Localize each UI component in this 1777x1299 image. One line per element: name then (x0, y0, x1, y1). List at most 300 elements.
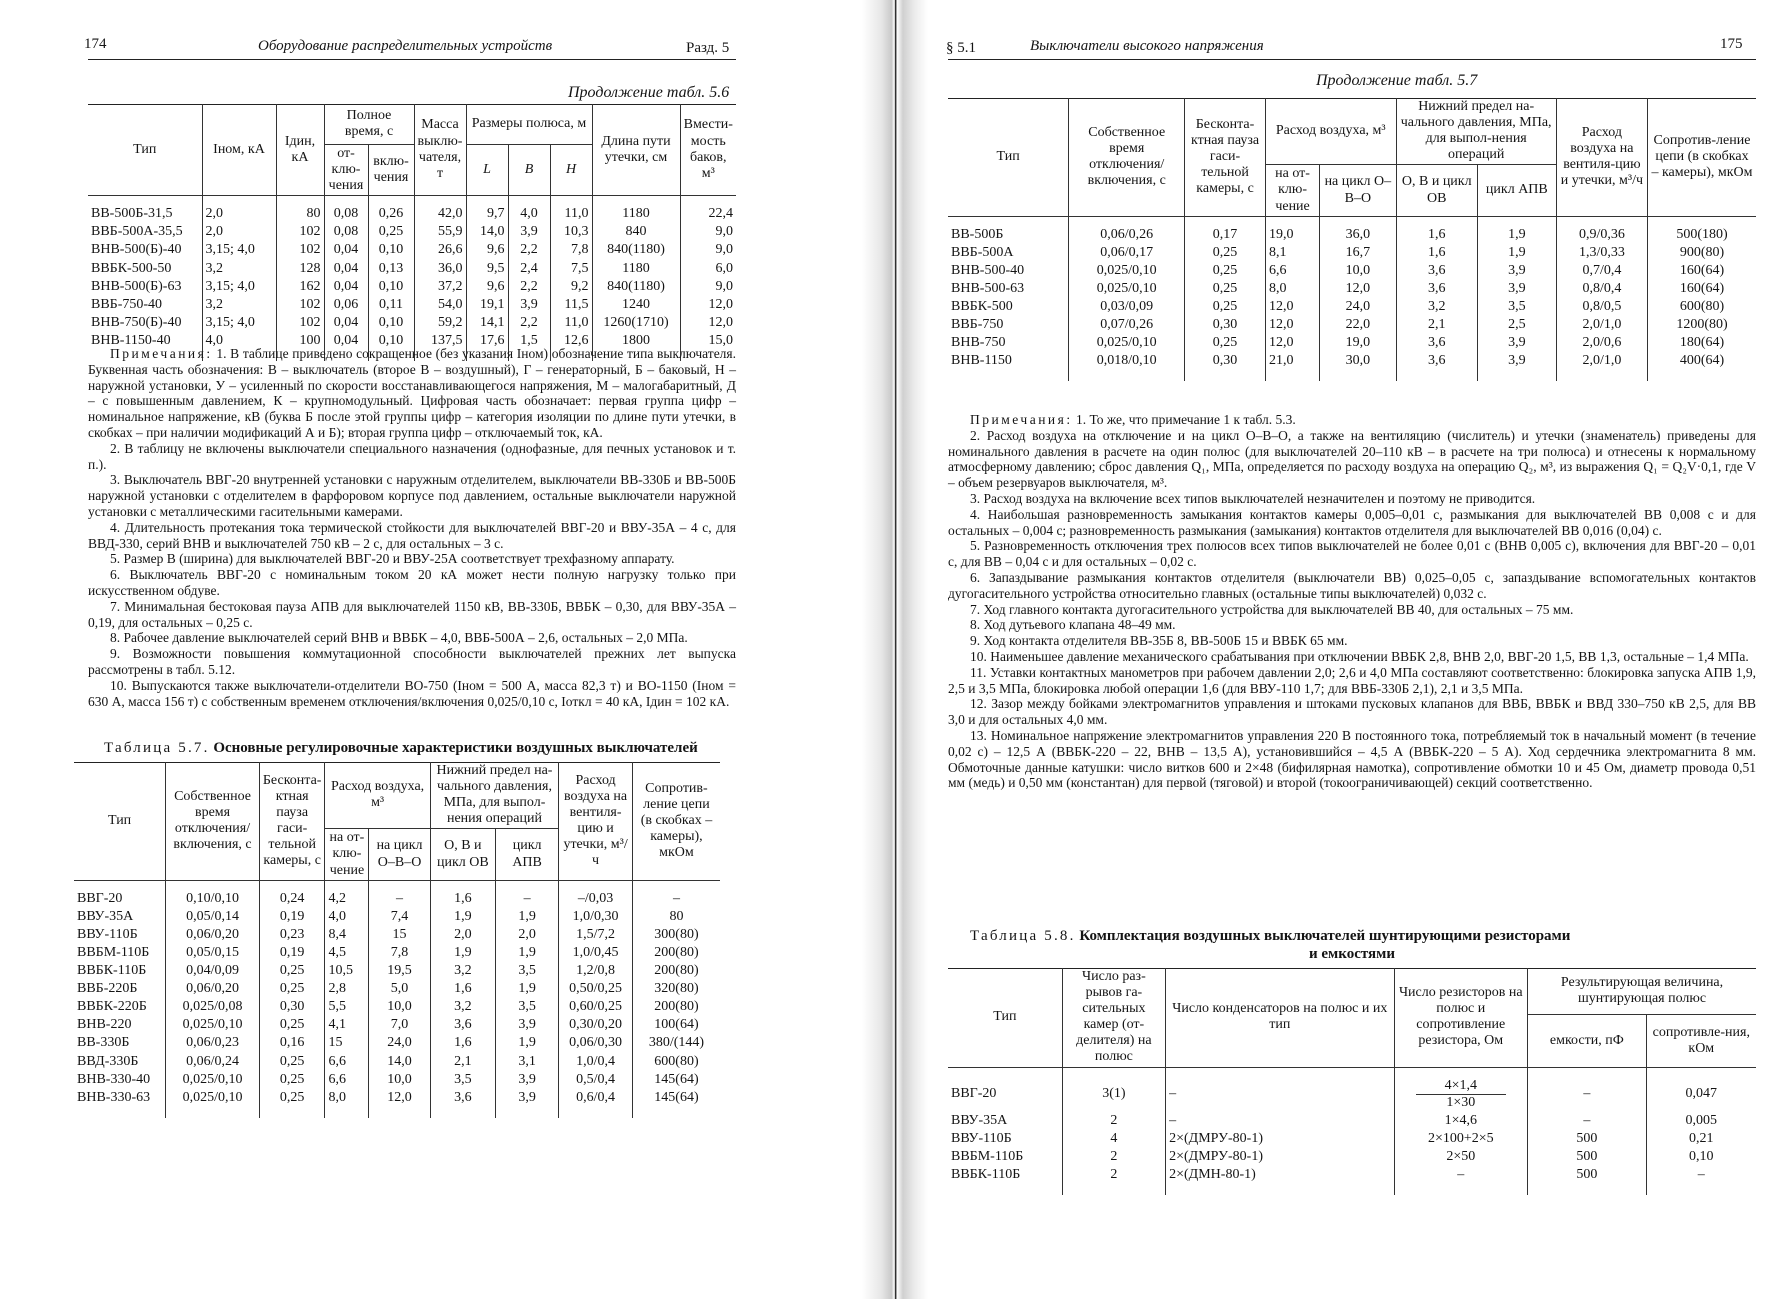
cell-b: 3,9 (508, 223, 550, 241)
cell-vent: 2,0/1,0 (1556, 352, 1647, 381)
cell-pause: 0,25 (1185, 334, 1266, 352)
cell-p-ob: 3,5 (430, 1071, 495, 1089)
col-header-type: Тип (74, 762, 166, 880)
cell-mass: 137,5 (414, 332, 466, 361)
cell-leak: 840(1180) (592, 241, 680, 259)
cell-type: ВВБ-220Б (74, 980, 166, 998)
cell-own-time: 0,10/0,10 (166, 880, 260, 908)
cell-h: 7,5 (550, 260, 592, 278)
note-item: 5. Размер B (ширина) для выключателей ВВГ-20 и ВВУ-25А соответствует трехфазному аппарату. (110, 551, 675, 567)
cell-pause: 0,25 (259, 980, 325, 998)
cell-air-cycle: 10,0 (1320, 262, 1396, 280)
cell-b: 3,9 (508, 296, 550, 314)
cell-air-off: 10,5 (325, 962, 369, 980)
cell-p-apv: 1,9 (495, 980, 558, 998)
cell-own-time: 0,05/0,14 (166, 908, 260, 926)
cell-own-time: 0,06/0,20 (166, 980, 260, 998)
cell-type: ВВБ-750 (948, 316, 1069, 334)
cell-idin: 100 (276, 332, 324, 361)
cell-type: ВНВ-750 (948, 334, 1069, 352)
cell-on: 0,10 (368, 278, 414, 296)
cell-vent: 1,0/0,45 (559, 944, 633, 962)
cell-air-cycle: 24,0 (1320, 298, 1396, 316)
cell-pause: 0,25 (1185, 262, 1266, 280)
cell-air-cycle: 16,7 (1320, 244, 1396, 262)
cell-air-cycle: 36,0 (1320, 216, 1396, 244)
cell-breaks: 2 (1062, 1112, 1165, 1130)
resistor-bottom: 1×30 (1446, 1094, 1476, 1110)
cell-air-off: 19,0 (1265, 216, 1319, 244)
cell-type: ВНВ-330-63 (74, 1089, 166, 1118)
table-continuation-label: Продолжение табл. 5.6 (568, 84, 730, 101)
cell-p-apv: 3,9 (1477, 352, 1556, 381)
cell-off: 0,06 (324, 296, 368, 314)
table-row (948, 352, 1756, 381)
cell-p-ob: 1,6 (1396, 244, 1477, 262)
col-header-caps: Число конденсаторов на полюс и их тип (1166, 968, 1394, 1067)
table-row (74, 980, 720, 998)
cell-pause: 0,25 (1185, 298, 1266, 316)
cell-pause: 0,16 (259, 1034, 325, 1052)
col-header-inom: Iном, кА (202, 104, 276, 196)
cell-air-off: 15 (325, 1034, 369, 1052)
cell-own-time: 0,07/0,26 (1069, 316, 1185, 334)
cell-resist: 200(80) (632, 998, 720, 1016)
table-row (74, 962, 720, 980)
cell-air-off: 5,5 (325, 998, 369, 1016)
table-row (948, 280, 1756, 298)
cell-type: ВВБ-500А-35,5 (88, 223, 202, 241)
cell-resist: 600(80) (632, 1053, 720, 1071)
note-item: 10. Наименьшее давление механического срабатывания при отключении ВВБК 2,8, ВНВ 2,0, ВВГ-20 1,5, ВВ 1,3, остальные – 1,4 МПа. (970, 648, 1749, 664)
cell-p-apv: 3,5 (495, 962, 558, 980)
cell-air-cycle: 19,0 (1320, 334, 1396, 352)
cell-resistors: 1×4,6 (1394, 1112, 1528, 1130)
cell-p-apv: 3,5 (1477, 298, 1556, 316)
cell-inom: 4,0 (202, 332, 276, 361)
cell-vent: 0,50/0,25 (559, 980, 633, 998)
cell-resistors: – (1394, 1166, 1528, 1195)
cell-p-ob: 1,6 (430, 980, 495, 998)
cell-on: 0,26 (368, 196, 414, 224)
note-item: 3. Выключатель ВВГ-20 внутренней установки с наружным отделителем, выключатели ВВ-330Б и ВВ-500Б наружной установки с отделителем в фарфоровом корпусе под давлением, остальные выключатели наружной установки с металлическими гасительными камерами. (88, 472, 736, 519)
cell-own-time: 0,025/0,08 (166, 998, 260, 1016)
col-header-vent: Расход воздуха на вентиля-цию и утечки, м³/ч (559, 762, 633, 880)
col-header-air-cycle: на цикл О–В–О (1320, 165, 1396, 216)
col-header-p-ob: О, В и цикл ОВ (430, 829, 495, 880)
cell-type: ВВБК-110Б (948, 1166, 1062, 1195)
cell-air-cycle: 12,0 (1320, 280, 1396, 298)
cell-air-off: 4,5 (325, 944, 369, 962)
col-header-p-apv: цикл АПВ (1477, 165, 1556, 216)
cell-off: 0,08 (324, 196, 368, 224)
cell-resistance: 0,047 (1646, 1067, 1756, 1112)
table-row (88, 260, 736, 278)
cell-resist: 180(64) (1647, 334, 1756, 352)
cell-vent: 0,06/0,30 (559, 1034, 633, 1052)
cell-air-cycle: 19,5 (369, 962, 430, 980)
cell-vent: 0,5/0,4 (559, 1071, 633, 1089)
cell-air-off: 12,0 (1265, 334, 1319, 352)
note-item: 11. Уставки контактных манометров при рабочем давлении 2,0; 2,6 и 4,0 МПа составляют соответственно: блокировка запуска АПВ 1,9, 2,5 и 3,5 МПа, блокировка любой операции 1,6 (для ВВУ-110 1,7; для ВВБ-330Б 2,1), 2,1 и 3,5 МПа. (948, 664, 1756, 696)
cell-type: ВНВ-220 (74, 1016, 166, 1034)
table-row (88, 223, 736, 241)
cell-off: 0,04 (324, 260, 368, 278)
cell-off: 0,04 (324, 241, 368, 259)
cell-inom: 2,0 (202, 196, 276, 224)
table-title: Основные регулировочные характеристики воздушных выключателей (213, 740, 698, 756)
table-row (948, 1148, 1756, 1166)
cell-p-ob: 1,6 (1396, 216, 1477, 244)
cell-pause: 0,25 (1185, 280, 1266, 298)
cell-inom: 3,15; 4,0 (202, 314, 276, 332)
cell-resistance: 0,10 (1646, 1148, 1756, 1166)
table-5-7-continued (948, 98, 1756, 381)
cell-capacity: – (1528, 1067, 1647, 1112)
cell-leak: 1180 (592, 260, 680, 278)
cell-leak: 840(1180) (592, 278, 680, 296)
cell-pause: 0,25 (259, 1053, 325, 1071)
cell-p-ob: 3,6 (1396, 352, 1477, 381)
cell-type: ВВБМ-110Б (948, 1148, 1062, 1166)
cell-off: 0,08 (324, 223, 368, 241)
cell-own-time: 0,025/0,10 (166, 1089, 260, 1118)
section-ref: Разд. 5 (686, 40, 730, 56)
cell-air-off: 4,2 (325, 880, 369, 908)
section-ref: § 5.1 (946, 40, 976, 56)
note-item: 2. В таблицу не включены выключатели специального назначения (однофазные, для печных установок и т. п.). (88, 440, 736, 472)
cell-resist: 160(64) (1647, 262, 1756, 280)
page-number: 175 (1720, 36, 1743, 52)
cell-type: ВВУ-35А (948, 1112, 1062, 1130)
cell-h: 9,2 (550, 278, 592, 296)
cell-capacity: 22,4 (680, 196, 736, 224)
header-rule (948, 59, 1756, 60)
cell-resist: 80 (632, 908, 720, 926)
cell-air-cycle: 5,0 (369, 980, 430, 998)
cell-inom: 2,0 (202, 223, 276, 241)
cell-type: ВВБК-500-50 (88, 260, 202, 278)
col-header-pmin: Нижний предел на-чального давления, МПа, для выпол-нения операций (430, 762, 559, 829)
header-rule (88, 59, 736, 60)
cell-air-off: 12,0 (1265, 298, 1319, 316)
cell-vent: 1,0/0,4 (559, 1053, 633, 1071)
col-header-capacity: Вмести-мость баков, м³ (680, 104, 736, 196)
cell-capacity: 9,0 (680, 223, 736, 241)
col-header-type: Тип (948, 98, 1069, 216)
cell-b: 2,4 (508, 260, 550, 278)
cell-resist: 400(64) (1647, 352, 1756, 381)
table-row (948, 1067, 1756, 1112)
table-row (948, 1112, 1756, 1130)
table-row (74, 944, 720, 962)
col-header-own-time: Собственное время отключения/ включения, с (1069, 98, 1185, 216)
cell-type: ВВУ-110Б (74, 926, 166, 944)
cell-p-ob: 1,9 (430, 908, 495, 926)
cell-air-off: 12,0 (1265, 316, 1319, 334)
cell-resistors: 2×100+2×5 (1394, 1130, 1528, 1148)
cell-p-ob: 1,9 (430, 944, 495, 962)
cell-resistors: 2×50 (1394, 1148, 1528, 1166)
cell-vent: 1,2/0,8 (559, 962, 633, 980)
cell-type: ВНВ-500-40 (948, 262, 1069, 280)
cell-p-apv: 1,9 (495, 944, 558, 962)
cell-air-off: 6,6 (325, 1053, 369, 1071)
col-header-on: вклю-чения (368, 145, 414, 196)
cell-on: 0,10 (368, 241, 414, 259)
table-row (948, 1166, 1756, 1195)
cell-resist: 380/(144) (632, 1034, 720, 1052)
cell-idin: 102 (276, 241, 324, 259)
table-row (948, 334, 1756, 352)
cell-pause: 0,19 (259, 944, 325, 962)
cell-air-cycle: 15 (369, 926, 430, 944)
cell-mass: 37,2 (414, 278, 466, 296)
cell-l: 19,1 (466, 296, 508, 314)
cell-p-ob: 3,2 (430, 962, 495, 980)
cell-idin: 102 (276, 223, 324, 241)
cell-air-off: 6,6 (1265, 262, 1319, 280)
cell-p-ob: 3,2 (430, 998, 495, 1016)
cell-own-time: 0,018/0,10 (1069, 352, 1185, 381)
cell-vent: 2,0/0,6 (1556, 334, 1647, 352)
cell-own-time: 0,06/0,23 (166, 1034, 260, 1052)
cell-l: 9,7 (466, 196, 508, 224)
col-header-type: Тип (88, 104, 202, 196)
cell-p-apv: 3,9 (1477, 262, 1556, 280)
cell-capacity: 500 (1528, 1166, 1647, 1195)
cell-l: 17,6 (466, 332, 508, 361)
cell-l: 14,0 (466, 223, 508, 241)
cell-inom: 3,15; 4,0 (202, 278, 276, 296)
cell-type: ВНВ-1150-40 (88, 332, 202, 361)
note-item: 7. Минимальная бестоковая пауза АПВ для выключателей 1150 кВ, ВВ-330Б, ВВБК – 0,30, для ВВУ-35А – 0,19, для остальных – 0,25 с. (88, 598, 736, 630)
table-continuation-label: Продолжение табл. 5.7 (1316, 72, 1478, 89)
note-item: 1. В таблице приведено сокращенное (без указания Iном) обозначение типа выключателя. Буквенная часть обозначения: В – выключатель (второе В – воздушный), Г – генераторный, Б – баковый, Н – наружной установки, У – усиленный по скорости восстанавливающегося напряжения, М – малогабаритный, Д – с повышенным давлением, К – крупномодульный. Цифровая часть обозначает: первая группа цифр – номинальное напряжение, кВ (буква Б после этой группы цифр – категория изоляции по длине пути утечки, в скобках – при наличии модификаций А и Б); вторая группа цифр – отключаемый ток, кА. (88, 346, 737, 440)
col-header-air: Расход воздуха, м³ (1265, 98, 1396, 165)
cell-resistance: – (1646, 1166, 1756, 1195)
cell-vent: –/0,03 (559, 880, 633, 908)
cell-type: ВНВ-500(Б)-63 (88, 278, 202, 296)
note-item: 4. Наибольшая разновременность замыкания контактов камеры 0,005–0,01 с, размыкания для выключателей ВВ 0,008 с и для остальных – 0,004 с; разновременность размыкания (замыкания) контактов отделителя для выключателей ВВ 0,016 (0,04) с. (948, 506, 1756, 538)
col-header-capacity: емкости, пФ (1528, 1014, 1647, 1067)
cell-vent: 0,60/0,25 (559, 998, 633, 1016)
cell-pause: 0,25 (259, 962, 325, 980)
cell-b: 2,2 (508, 314, 550, 332)
cell-capacity: 12,0 (680, 296, 736, 314)
col-header-mass: Масса выклю-чателя, т (414, 104, 466, 196)
table-row (88, 241, 736, 259)
table-row (948, 1130, 1756, 1148)
cell-l: 9,6 (466, 241, 508, 259)
right-page (928, 0, 1777, 1299)
table-caption (104, 740, 698, 757)
cell-resist: 320(80) (632, 980, 720, 998)
table-row (74, 1034, 720, 1052)
cell-h: 11,0 (550, 196, 592, 224)
cell-p-apv: 1,9 (1477, 216, 1556, 244)
cell-vent: 0,8/0,4 (1556, 280, 1647, 298)
cell-p-ob: 3,6 (1396, 280, 1477, 298)
cell-p-apv: 3,9 (1477, 334, 1556, 352)
cell-own-time: 0,025/0,10 (166, 1071, 260, 1089)
cell-air-cycle: 22,0 (1320, 316, 1396, 334)
cell-h: 7,8 (550, 241, 592, 259)
table-row (74, 1071, 720, 1089)
col-header-air-cycle: на цикл О–В–О (369, 829, 430, 880)
table-row (74, 1089, 720, 1118)
col-header-pmin: Нижний предел на-чального давления, МПа, для выпол-нения операций (1396, 98, 1556, 165)
cell-own-time: 0,05/0,15 (166, 944, 260, 962)
note-item: 12. Зазор между бойками электромагнитов управления и штоками пусковых клапанов для ВВБ, ВВБК и ВВД 330–750 кВ 2,5, для ВВ 3,0 и для остальных 4,0 мм. (948, 696, 1756, 728)
cell-vent: 0,6/0,4 (559, 1089, 633, 1118)
cell-air-off: 8,0 (1265, 280, 1319, 298)
cell-mass: 26,6 (414, 241, 466, 259)
cell-type: ВВУ-35А (74, 908, 166, 926)
cell-air-off: 8,1 (1265, 244, 1319, 262)
cell-vent: 2,0/1,0 (1556, 316, 1647, 334)
cell-p-apv: 1,9 (1477, 244, 1556, 262)
page-number: 174 (84, 36, 107, 52)
cell-resist: 200(80) (632, 944, 720, 962)
cell-b: 1,5 (508, 332, 550, 361)
cell-vent: 1,0/0,30 (559, 908, 633, 926)
note-item: 9. Ход контакта отделителя ВВ-35Б 8, ВВ-500Б 15 и ВВБК 65 мм. (970, 633, 1348, 649)
cell-off: 0,04 (324, 278, 368, 296)
cell-resist: 600(80) (1647, 298, 1756, 316)
cell-air-cycle: 7,4 (369, 908, 430, 926)
cell-type: ВВ-330Б (74, 1034, 166, 1052)
cell-mass: 54,0 (414, 296, 466, 314)
cell-leak: 1800 (592, 332, 680, 361)
table-row (948, 244, 1756, 262)
table-row (88, 296, 736, 314)
table-caption (970, 928, 1570, 945)
cell-p-apv: 3,9 (1477, 280, 1556, 298)
col-header-full-time: Полное время, с (324, 104, 414, 145)
cell-capacity: 9,0 (680, 278, 736, 296)
cell-l: 14,1 (466, 314, 508, 332)
cell-vent: 0,30/0,20 (559, 1016, 633, 1034)
cell-air-off: 6,6 (325, 1071, 369, 1089)
table-row (88, 278, 736, 296)
cell-type: ВВБК-500 (948, 298, 1069, 316)
notes-block (88, 346, 736, 709)
note-item: 2. Расход воздуха на отключение и на цикл О–В–О, а также на вентиляцию (числитель) и утечки (знаменатель) приведены для номинального давления в расчете на один полюс (для выключателей 20–110 кВ – в расчете на три полюса) и отнесены к нормальному атмосферному давлению; сброс давления Q₁, МПа, определяется по расходу воздуха на операцию Q₂, м³, из выражения Q₁ = Q₂V·0,1, где V – объем резервуаров выключателя, м³. (948, 427, 1756, 491)
cell-breaks: 4 (1062, 1130, 1165, 1148)
cell-pause: 0,25 (259, 1071, 325, 1089)
cell-p-ob: 2,0 (430, 926, 495, 944)
resistor-top: 4×1,4 (1416, 1078, 1507, 1095)
cell-air-cycle: 10,0 (369, 1071, 430, 1089)
cell-p-ob: 3,6 (430, 1089, 495, 1118)
cell-type: ВВГ-20 (948, 1067, 1062, 1112)
cell-caps: – (1166, 1067, 1394, 1112)
cell-on: 0,10 (368, 314, 414, 332)
cell-on: 0,11 (368, 296, 414, 314)
cell-off: 0,04 (324, 314, 368, 332)
cell-leak: 1240 (592, 296, 680, 314)
cell-leak: 1260(1710) (592, 314, 680, 332)
cell-caps: 2×(ДМРУ-80-1) (1166, 1130, 1394, 1148)
cell-vent: 0,7/0,4 (1556, 262, 1647, 280)
running-head: Выключатели высокого напряжения (1030, 38, 1264, 54)
cell-capacity: 500 (1528, 1130, 1647, 1148)
col-header-type: Тип (948, 968, 1062, 1067)
cell-h: 10,3 (550, 223, 592, 241)
cell-pause: 0,25 (1185, 244, 1266, 262)
cell-capacity: – (1528, 1112, 1647, 1130)
col-header-resist: Сопротив-ление цепи (в скобках – камеры), мкОм (1647, 98, 1756, 216)
cell-type: ВНВ-500-63 (948, 280, 1069, 298)
note-item: 13. Номинальное напряжение электромагнитов управления 220 В постоянного тока, потребляемый ток в начальный момент (в течение 0,02 с) – 12,5 А (ВВБК-220 – 22, ВНВ – 13,5 А), установившийся – 4,5 А (ВВБК-220 – 5 А). Ход сердечника электромагнита 8 мм. Обмоточные данные катушки: число витков 600 и 2×48 (бифилярная намотка), сопротивление обмотки 10 и 45 Ом, диаметр провода 0,51 мм (медь) и 0,50 мм (константан) для первой (тяговой) и второй (токоограничивающей) секций соответственно. (948, 727, 1756, 791)
col-header-idin: Iдин, кА (276, 104, 324, 196)
col-header-own-time: Собственное время отключения/ включения, с (166, 762, 260, 880)
cell-resist: 145(64) (632, 1071, 720, 1089)
cell-caps: 2×(ДМН-80-1) (1166, 1166, 1394, 1195)
note-item: 6. Запаздывание размыкания контактов отделителя (выключатели ВВ) 0,025–0,05 с, запаздывание вспомогательных контактов дугогасительного устройства относительно главных (остальные типы выключателей) 0,032 с. (948, 569, 1756, 601)
col-header-resist: Сопротив-ление цепи (в скобках – камеры), мкОм (632, 762, 720, 880)
cell-resistance: 0,21 (1646, 1130, 1756, 1148)
cell-p-apv: 3,9 (495, 1071, 558, 1089)
cell-own-time: 0,06/0,24 (166, 1053, 260, 1071)
cell-type: ВВБМ-110Б (74, 944, 166, 962)
table-row (74, 926, 720, 944)
cell-type: ВНВ-330-40 (74, 1071, 166, 1089)
cell-pause: 0,23 (259, 926, 325, 944)
cell-caps: – (1166, 1112, 1394, 1130)
cell-air-cycle: 10,0 (369, 998, 430, 1016)
cell-idin: 102 (276, 314, 324, 332)
cell-pause: 0,17 (1185, 216, 1266, 244)
col-header-pause: Бесконта-ктная пауза гаси-тельной камеры, с (1185, 98, 1266, 216)
cell-h: 12,6 (550, 332, 592, 361)
note-item: 10. Выпускаются также выключатели-отделители ВО-750 (Iном = 500 А, масса 82,3 т) и ВО-1150 (Iном = 630 А, масса 156 т) с собственным временем отключения/включения 0,025/0,10 с, Iоткл = 40 кА, Iдин = 102 кА. (88, 677, 736, 709)
col-header-leak-path: Длина пути утечки, см (592, 104, 680, 196)
cell-resist: 200(80) (632, 962, 720, 980)
cell-breaks: 3(1) (1062, 1067, 1165, 1112)
col-header-air: Расход воздуха, м³ (325, 762, 430, 829)
cell-vent: 1,3/0,33 (1556, 244, 1647, 262)
note-item: 3. Расход воздуха на включение всех типов выключателей незначителен и поэтому не приводится. (970, 490, 1536, 506)
cell-air-off: 21,0 (1265, 352, 1319, 381)
left-page (0, 0, 862, 1299)
table-5-7 (74, 762, 720, 1118)
cell-b: 2,2 (508, 278, 550, 296)
cell-breaks: 2 (1062, 1166, 1165, 1195)
note-item: 5. Разновременность отключения трех полюсов всех типов выключателей не более 0,01 с (ВНВ 0,005 с), включения для ВВГ-20 – 0,01 с, для ВВ – 0,04 с и для остальных – 0,02 с. (948, 538, 1756, 570)
cell-own-time: 0,06/0,20 (166, 926, 260, 944)
cell-p-ob: 3,2 (1396, 298, 1477, 316)
cell-p-apv: 1,9 (495, 1034, 558, 1052)
cell-leak: 840 (592, 223, 680, 241)
table-title-line-2: и емкостями (1308, 946, 1395, 962)
cell-vent: 0,8/0,5 (1556, 298, 1647, 316)
cell-resistors (1394, 1067, 1528, 1112)
col-header-p-apv: цикл АПВ (495, 829, 558, 880)
table-row (74, 880, 720, 908)
cell-p-ob: 1,6 (430, 880, 495, 908)
cell-idin: 162 (276, 278, 324, 296)
cell-p-ob: 3,6 (1396, 262, 1477, 280)
running-head: Оборудование распределительных устройств (258, 38, 553, 54)
cell-pause: 0,24 (259, 880, 325, 908)
col-header-air-off: на от-клю-чение (325, 829, 369, 880)
cell-type: ВВ-500Б-31,5 (88, 196, 202, 224)
cell-p-ob: 2,1 (430, 1053, 495, 1071)
cell-capacity: 6,0 (680, 260, 736, 278)
cell-air-cycle: 14,0 (369, 1053, 430, 1071)
